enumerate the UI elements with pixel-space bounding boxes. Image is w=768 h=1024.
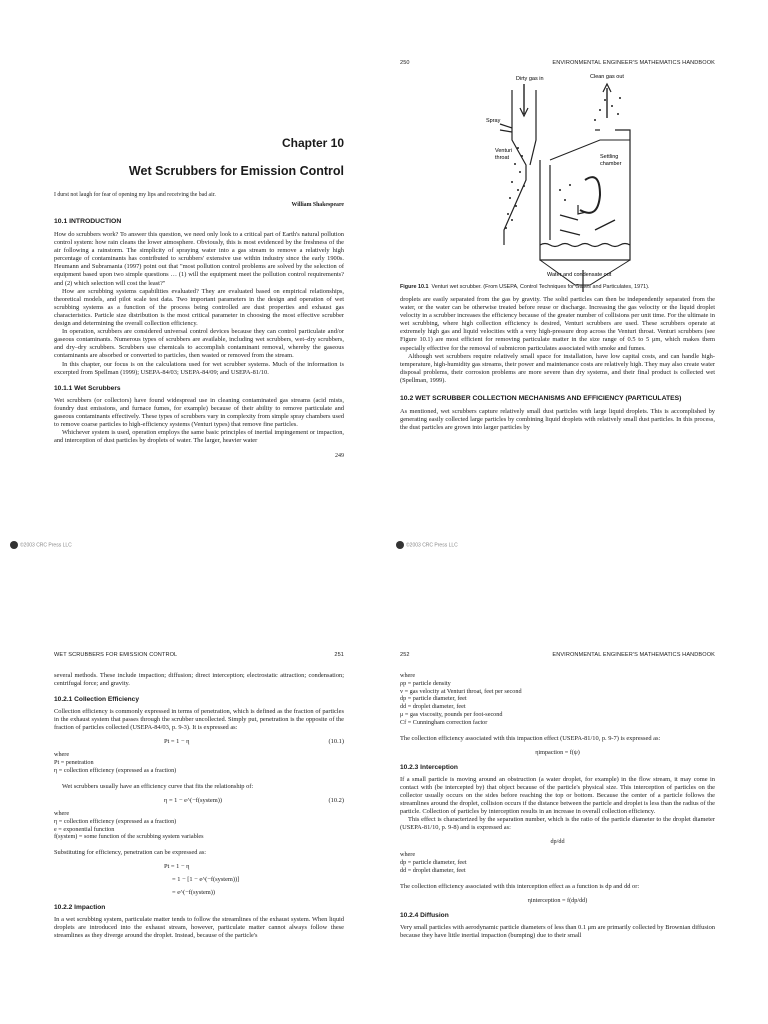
paragraph: Substituting for efficiency, penetration can be expressed as:: [54, 849, 207, 857]
paragraph: In a wet scrubbing system, particulate matter tends to follow the streamlines of the exhaust system. When liquid droplets are introduced into the exhaust stream, however, particulate matter cannot always follow these streamlines as they diverge around the droplet. Instead, because of the particle's: [54, 916, 344, 940]
subsection-heading: 10.2.2 Impaction: [54, 904, 106, 912]
paragraph: Wet scrubbers usually have an efficiency curve that fits the relationship of:: [62, 782, 254, 790]
equation: = 1 − [1 − e^(−f(system))]: [172, 876, 240, 884]
paragraph: several methods. These include impaction; diffusion; direct interception; electrostatic attraction; condensation; centrifugal force; and gravity.: [54, 672, 344, 688]
fig-label-throat: throat: [495, 155, 510, 161]
fig-label-settling: Settling: [600, 154, 619, 160]
equation: η = 1 − e^(−f(system)) (10.2): [164, 796, 344, 804]
subsection-heading: 10.2.1 Collection Efficiency: [54, 696, 140, 704]
running-header: 250 ENVIRONMENTAL ENGINEER'S MATHEMATICS HANDBOOK: [400, 60, 715, 66]
subsection-heading: 10.2.3 Interception: [400, 763, 458, 771]
page-number: 249: [335, 453, 344, 460]
subsection-heading: 10.2.4 Diffusion: [400, 911, 449, 919]
where-label: where: [54, 809, 70, 817]
fig-label-spray: Spray: [486, 118, 501, 124]
fig-label-dirty: Dirty gas in: [516, 76, 544, 82]
definition-list: ρp = particle density v = gas velocity at Venturi throat, feet per second dp = particle diameter, feet dd = droplet diameter, feet μ = gas viscosity, pounds per foot-second Cf = Cunningham correction factor: [400, 679, 522, 726]
paragraph: Although wet scrubbers require relatively small space for installation, have low capital costs, and can handle high-temperature, high-humidity gas streams, their power and maintenance costs are relatively high. They may also create water disposal problems, their corrosion problems are more severe than dry systems, and their final product is collected wet (Spellman, 1999).: [400, 352, 715, 384]
definition-list: dp = particle diameter, feet dd = droplet diameter, feet: [400, 859, 467, 874]
figure-caption: Figure 10.1 Venturi wet scrubber. (From USEPA, Control Techniques for Gases and Particulates, 1971).: [400, 284, 650, 290]
paragraph: Whichever system is used, operation employs the same basic principles of inertial impingement or impaction, and interception of dust particles by droplets of water. The larger, heavier water: [54, 429, 344, 445]
paragraph: If a small particle is moving around an obstruction (a water droplet, for example) in the flow stream, it may come in contact with (be intercepted by) that object because of the particle's physical size. This interception of particles on the collector usually occurs on the sides before reaching the top or bottom. Because the center of a particle follows the streamlines around the droplet, collision occurs if the distance between the particle and droplet is less than the radius of the particle. Collection of particles by interception results in an increase in overall collection efficiency.: [400, 775, 715, 816]
paragraph: How do scrubbers work? To answer this question, we need only look to a critical part of Earth's natural pollution control system: how rain cleans the lower atmosphere. Obviously, this is most evidenced by the freshness of the air following a rainstorm. The simplicity of spraying water into a gas stream to remove a relatively high percentage of contaminants has contributed to scrubbers' extensive use within industry since the early 1900s. Heumann and Subramania (1997) point out that "most pollution control problems are solved by the selection of equipment based upon two simple questions … (1) will the equipment meet the pollution control requirements? and (2) which selection will cost the least?": [54, 231, 344, 287]
paragraph: This effect is characterized by the separation number, which is the ratio of the particle diameter to the droplet diameter (USEPA-81/10, p. 9-8) and is expressed as:: [400, 816, 715, 832]
fig-label-chamber: chamber: [600, 161, 622, 167]
equation: dp/dd: [550, 838, 565, 846]
definition-list: η = collection efficiency (expressed as a fraction) e = exponential function f(system) = some function of the scrubbing system variables: [54, 817, 204, 841]
section-heading: 10.2 WET SCRUBBER COLLECTION MECHANISMS AND EFFICIENCY (PARTICULATES): [400, 395, 682, 403]
equation: Pt = 1 − η: [164, 863, 190, 871]
paragraph: In this chapter, our focus is on the calculations used for wet scrubber systems. Much of the information is excerpted from Spellman (1999); USEPA-84/03; USEPA-84/09; and USEPA-81/10.: [54, 360, 344, 376]
paragraph: In operation, scrubbers are considered universal control devices because they can control particulate and/or gaseous contaminants. Numerous types of scrubbers are available, including wet scrubbers, wet–dry scrubbers, and dry–dry scrubbers. Scrubbers use chemicals to accomplish contaminant removal, whereby the gaseous contaminants are absorbed or converted to particles, then wasted or removed from the stream.: [54, 328, 344, 360]
epigraph-author: William Shakespeare: [291, 202, 344, 208]
fig-label-water: Water and condensate out: [547, 272, 612, 278]
where-label: where: [400, 851, 416, 859]
paragraph: Very small particles with aerodynamic particle diameters of less than 0.1 μm are primarily collected by Brownian diffusion because they have little inertial impaction (bumping) due to their small: [400, 923, 715, 939]
chapter-title: Wet Scrubbers for Emission Control: [128, 164, 344, 178]
page-249: [54, 60, 344, 460]
paragraph: Collection efficiency is commonly expressed in terms of penetration, which is defined as the fraction of particles in the exhaust system that passes through the scrubber uncollected. Simply put, penetration is the opposite of the fraction of particles collected (USEPA-84/03, p. 9-3). It is expressed as:: [54, 708, 344, 732]
paragraph: Wet scrubbers (or collectors) have found widespread use in cleaning contaminated gas streams (acid mists, foundry dust emissions, and furnace fumes, for example) because of their ability to remove particulate and gaseous contaminants effectively. These types of scrubbers vary in complexity from simple spray chambers used to remove coarse particles to high-efficiency systems (Venturi types) that remove fine particles.: [54, 396, 344, 428]
epigraph: I durst not laugh for fear of opening my lips and receiving the bad air.: [54, 192, 216, 198]
paragraph: The collection efficiency associated with this impaction effect (USEPA-81/10, p. 9-7) is expressed as:: [400, 734, 661, 742]
subsection-heading: 10.1.1 Wet Scrubbers: [54, 384, 121, 392]
paragraph: As mentioned, wet scrubbers capture relatively small dust particles with large liquid droplets. This is accomplished by generating easily collected large particles by combining liquid droplets with relatively small dust particles. In this process, the dust particles are grown into larger particles by: [400, 408, 715, 432]
equation: ηinterception = f(dp/dd): [527, 896, 588, 904]
publisher-logo-icon: ©2003 CRC Press LLC: [10, 541, 72, 549]
paragraph: How are scrubbing systems capabilities evaluated? They are evaluated based on empirical relationships, theoretical models, and pilot scale test data. Two important parameters in the design and operation of wet scrubbing systems as a function of the process being controlled are dust properties and exhaust gas characteristics. Particle size distribution is the most critical parameter in choosing the most effective scrubber design and determining the overall collection efficiency.: [54, 287, 344, 328]
section-heading: 10.1 INTRODUCTION: [54, 218, 122, 225]
fig-label-venturi: Venturi: [495, 148, 513, 154]
where-label: where: [400, 672, 416, 679]
equation: Pt = 1 − η (10.1): [164, 738, 344, 746]
chapter-heading: Chapter 10: [281, 136, 344, 150]
running-header: WET SCRUBBERS FOR EMISSION CONTROL 251: [54, 652, 344, 658]
where-label: where: [54, 751, 70, 759]
page-250: [400, 60, 715, 540]
page-251: [54, 652, 344, 1024]
venturi-scrubber-figure: [400, 70, 715, 280]
equation: ηimpaction = f(ψ): [535, 748, 580, 756]
paragraph: The collection efficiency associated with this interception effect as a function is dp and dd or:: [400, 882, 640, 890]
paragraph: droplets are easily separated from the gas by gravity. The solid particles can then be independently separated from the water, or the water can be otherwise treated before reuse or discharge. Increasing the gas velocity or the liquid droplet velocity in a scrubber increases the efficiency because of the greater number of collisions per unit time. For the ultimate in wet scrubbing, where high collection efficiency is desired, Venturi scrubbers are used. These scrubbers operate at extremely high gas and liquid velocities with a very high-pressure drop across the Venturi throat. Venturi scrubbers (see Figure 10.1) are most efficient for removing particulate matter in the size range of 0.5 to 5 μm, which makes them especially effective for the removal of submicron particulates associated with smoke and fumes.: [400, 296, 715, 352]
definition-list: Pt = penetration η = collection efficiency (expressed as a fraction): [54, 759, 177, 775]
equation: = e^(−f(system)): [172, 889, 216, 897]
running-header: 252 ENVIRONMENTAL ENGINEER'S MATHEMATICS HANDBOOK: [400, 652, 715, 658]
page-252: [400, 652, 715, 1024]
publisher-logo-icon: ©2003 CRC Press LLC: [396, 541, 458, 549]
fig-label-clean: Clean gas out: [590, 74, 624, 80]
